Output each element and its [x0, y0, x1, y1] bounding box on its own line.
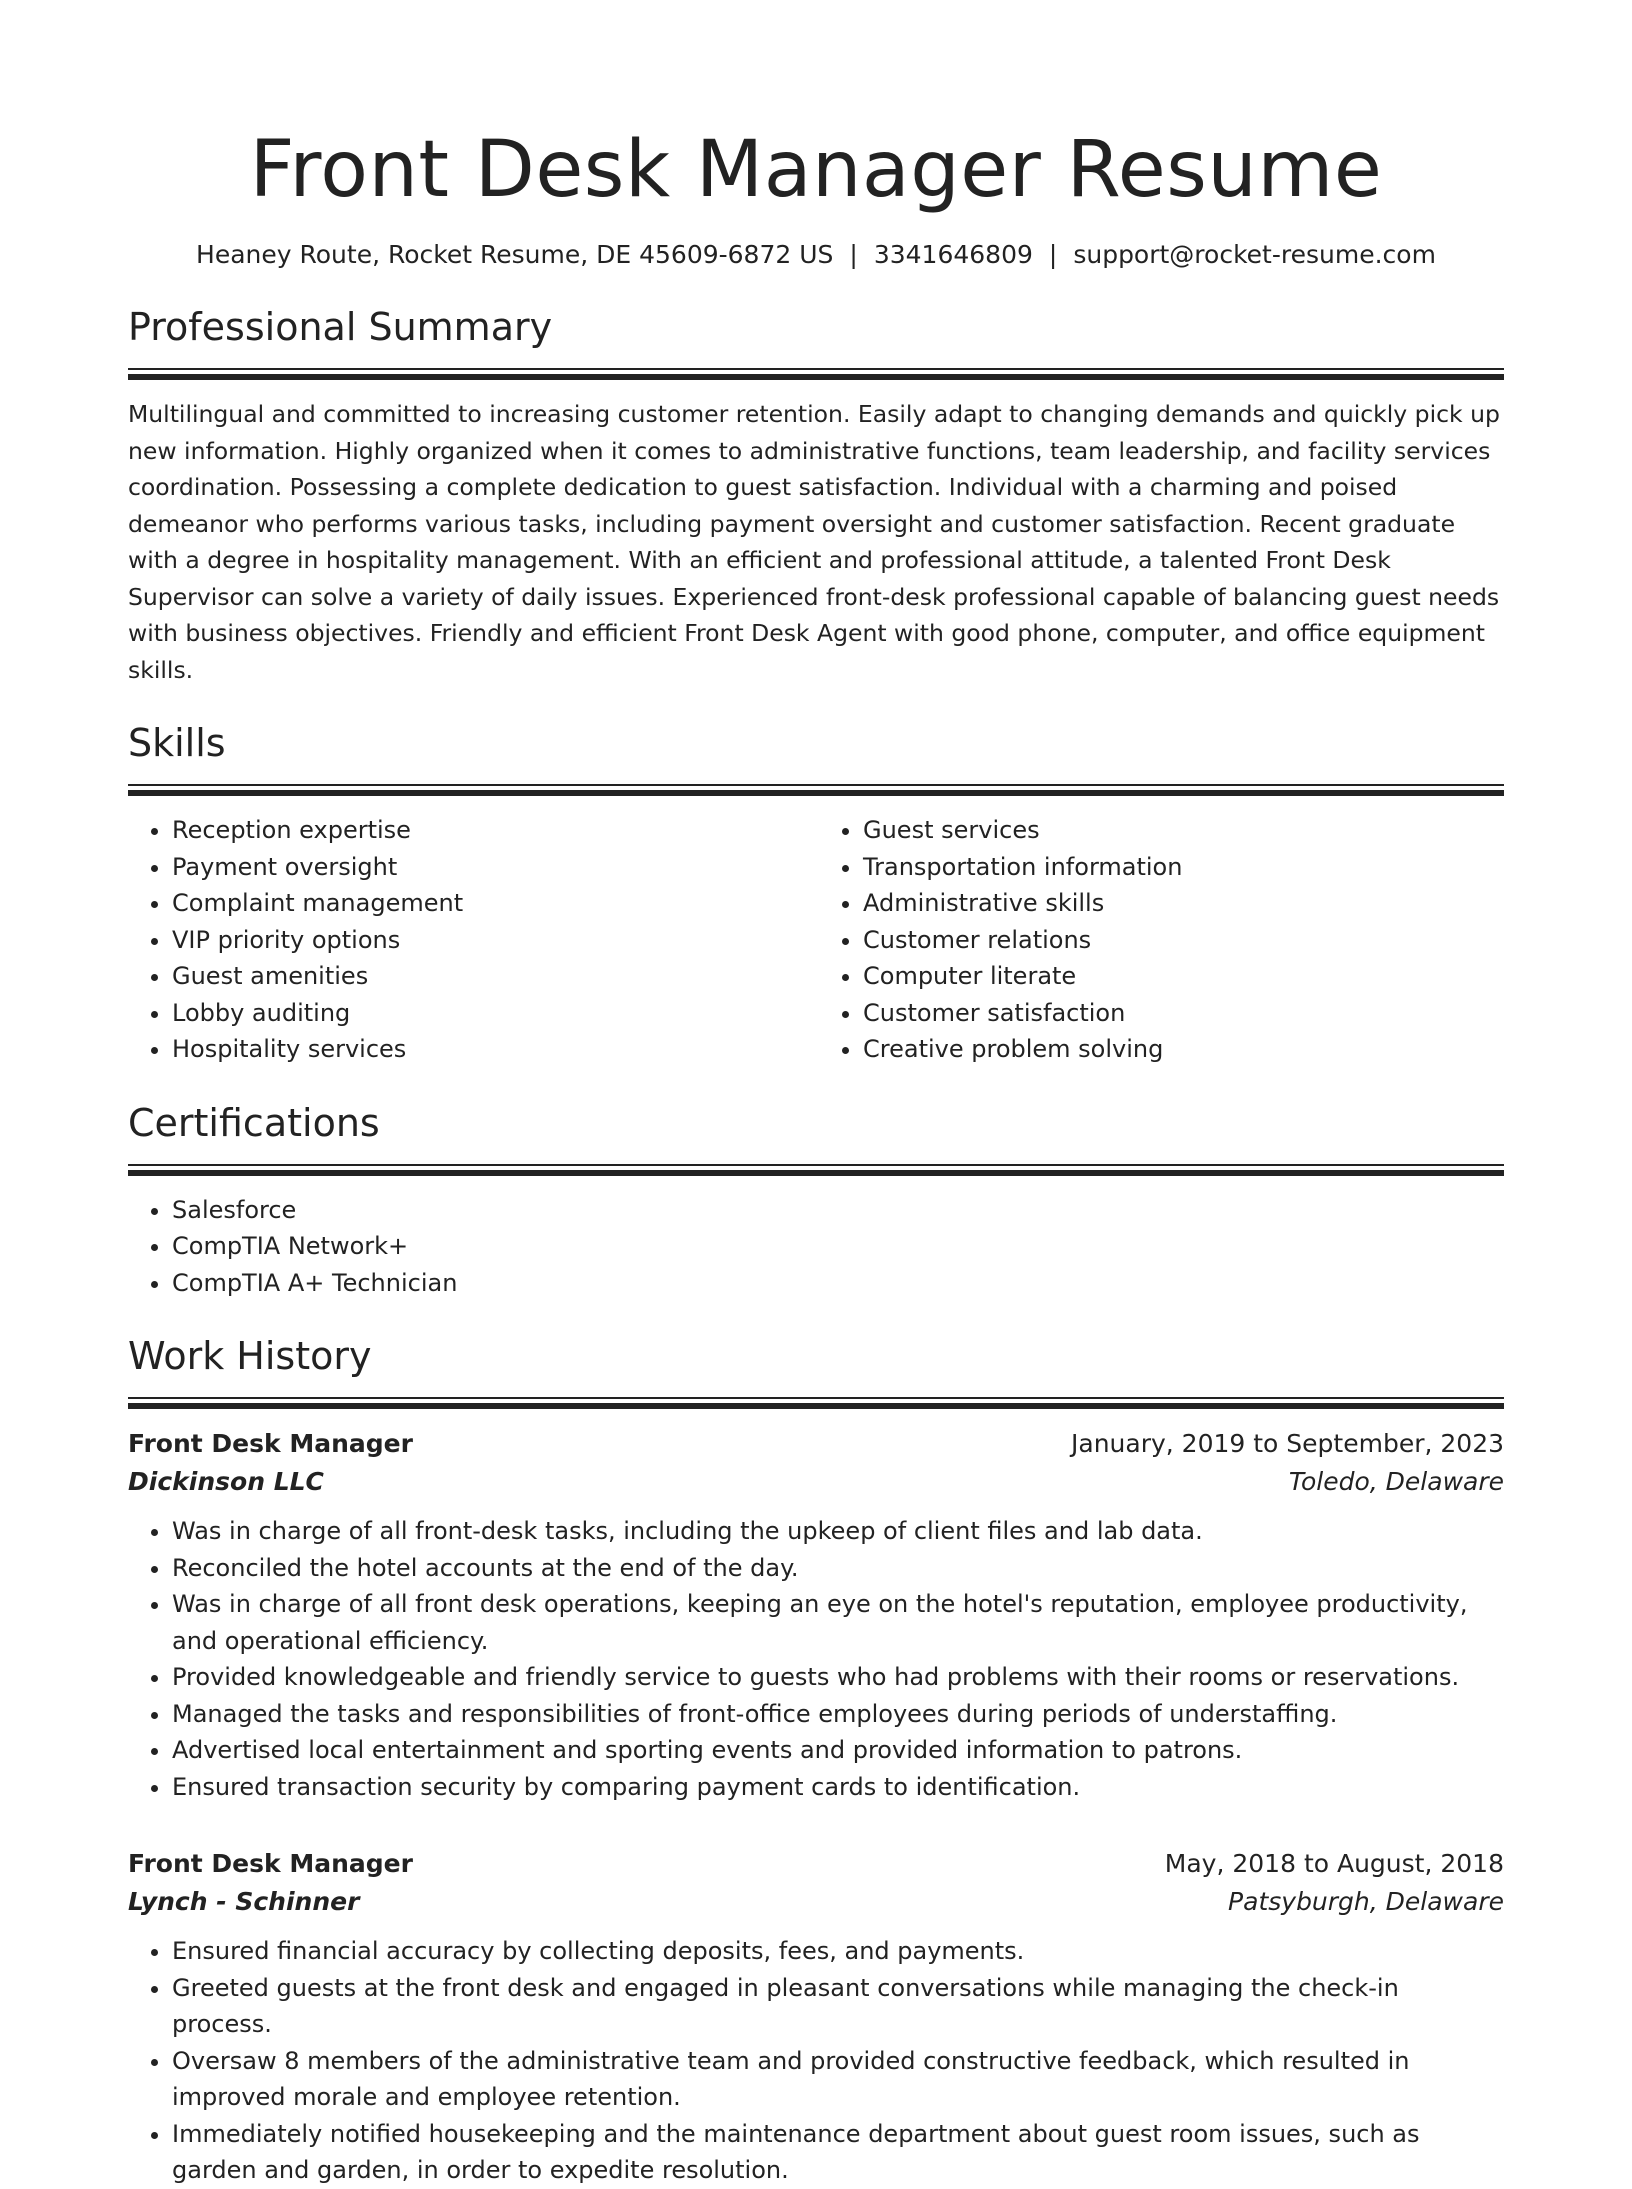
job-duties-list	[128, 1513, 1504, 1805]
skills-grid	[128, 796, 1504, 1068]
job-company-row	[128, 1463, 1504, 1501]
certification-item: • CompTIA Network+	[172, 1228, 1504, 1265]
skill-item: • Lobby auditing	[172, 995, 813, 1032]
job-duty-item: • Was in charge of all front-desk tasks, including the upkeep of client files and lab data.	[172, 1513, 1504, 1550]
skill-item: • Reception expertise	[172, 812, 813, 849]
certification-item: • CompTIA A+ Technician	[172, 1265, 1504, 1302]
skill-item: • Administrative skills	[863, 885, 1504, 922]
job-duty-item: • Oversaw 8 members of the administrative team and provided constructive feedback, which resulted in improved morale and employee retention.	[172, 2043, 1504, 2116]
skill-item: • Creative problem solving	[863, 1031, 1504, 1068]
job-header-row	[128, 1425, 1504, 1463]
skill-item: • VIP priority options	[172, 922, 813, 959]
skills-list-left	[128, 812, 813, 1068]
summary-heading: Professional Summary	[128, 305, 553, 349]
job-duty-item: • Ensured financial accuracy by collecting deposits, fees, and payments.	[172, 1933, 1504, 1970]
job-duty-item: • Reconciled the hotel accounts at the end of the day.	[172, 1550, 1504, 1587]
job-title: Front Desk Manager	[128, 1849, 413, 1878]
job-dates: May, 2018 to August, 2018	[1164, 1849, 1504, 1878]
job-duty-item: • Was in charge of all front desk operations, keeping an eye on the hotel's reputation, employee productivity, and operational efficiency.	[172, 1586, 1504, 1659]
contact-email: support@rocket-resume.com	[1073, 240, 1436, 269]
contact-separator: |	[1048, 240, 1058, 269]
section-divider	[128, 784, 1504, 796]
section-divider	[128, 368, 1504, 380]
skill-item: • Customer relations	[863, 922, 1504, 959]
job-entry	[128, 1425, 1504, 1805]
job-duty-item: • Immediately notified housekeeping and the maintenance department about guest room issues, such as garden and garden, in order to expedite resolution.	[172, 2116, 1504, 2189]
job-header-row	[128, 1845, 1504, 1883]
job-duty-item: • Advertised local entertainment and sporting events and provided information to patrons.	[172, 1732, 1504, 1769]
contact-address: Heaney Route, Rocket Resume, DE 45609-6872 US	[196, 240, 834, 269]
skill-item: • Hospitality services	[172, 1031, 813, 1068]
skill-item: • Guest services	[863, 812, 1504, 849]
job-duty-item: • Ensured transaction security by comparing payment cards to identification.	[172, 1769, 1504, 1806]
skill-item: • Transportation information	[863, 849, 1504, 886]
certifications-section	[128, 1098, 1504, 1302]
job-duty-item: • Managed the tasks and responsibilities of front-office employees during periods of understaffing.	[172, 1696, 1504, 1733]
job-company: Dickinson LLC	[128, 1467, 324, 1496]
certification-item: • Salesforce	[172, 1192, 1504, 1229]
summary-section	[128, 302, 1504, 688]
certifications-heading: Certifications	[128, 1100, 380, 1145]
job-entry	[128, 1845, 1504, 2189]
resume-page	[128, 120, 1504, 2189]
skill-item: • Computer literate	[863, 958, 1504, 995]
contact-separator: |	[849, 240, 858, 269]
work-history-section	[128, 1331, 1504, 2189]
skills-heading: Skills	[128, 721, 226, 765]
section-divider	[128, 1397, 1504, 1409]
contact-phone: 3341646809	[873, 240, 1033, 269]
skills-section	[128, 718, 1504, 1068]
job-location: Toledo, Delaware	[1288, 1467, 1504, 1496]
job-title: Front Desk Manager	[128, 1429, 413, 1458]
page-title: Front Desk Manager Resume	[249, 125, 1383, 215]
skills-list-right	[813, 812, 1504, 1068]
job-duties-list	[128, 1933, 1504, 2189]
work-history-heading: Work History	[128, 1334, 372, 1378]
job-dates: January, 2019 to September, 2023	[1071, 1429, 1504, 1458]
skill-item: • Payment oversight	[172, 849, 813, 886]
summary-text: Multilingual and committed to increasing customer retention. Easily adapt to changing demands and quickly pick up new information. Highly organized when it comes to administrative functions, team leadership, and facility services coordination. Possessing a complete dedication to guest satisfaction. Individual with a charming and poised demeanor who performs various tasks, including payment oversight and customer satisfaction. Recent graduate with a degree in hospitality management. With an efficient and professional attitude, a talented Front Desk Supervisor can solve a variety of daily issues. Experienced front-desk professional capable of balancing guest needs with business objectives. Friendly and efficient Front Desk Agent with good phone, computer, and office equipment skills.	[128, 400, 1500, 684]
job-location: Patsyburgh, Delaware	[1228, 1887, 1504, 1916]
job-duty-item: • Greeted guests at the front desk and engaged in pleasant conversations while managing the check-in process.	[172, 1970, 1504, 2043]
contact-line	[128, 238, 1504, 272]
job-company-row	[128, 1883, 1504, 1921]
job-duty-item: • Provided knowledgeable and friendly service to guests who had problems with their rooms or reservations.	[172, 1659, 1504, 1696]
job-company: Lynch - Schinner	[128, 1887, 360, 1916]
section-divider	[128, 1164, 1504, 1176]
certifications-list	[128, 1192, 1504, 1302]
skill-item: • Complaint management	[172, 885, 813, 922]
skill-item: • Guest amenities	[172, 958, 813, 995]
skill-item: • Customer satisfaction	[863, 995, 1504, 1032]
